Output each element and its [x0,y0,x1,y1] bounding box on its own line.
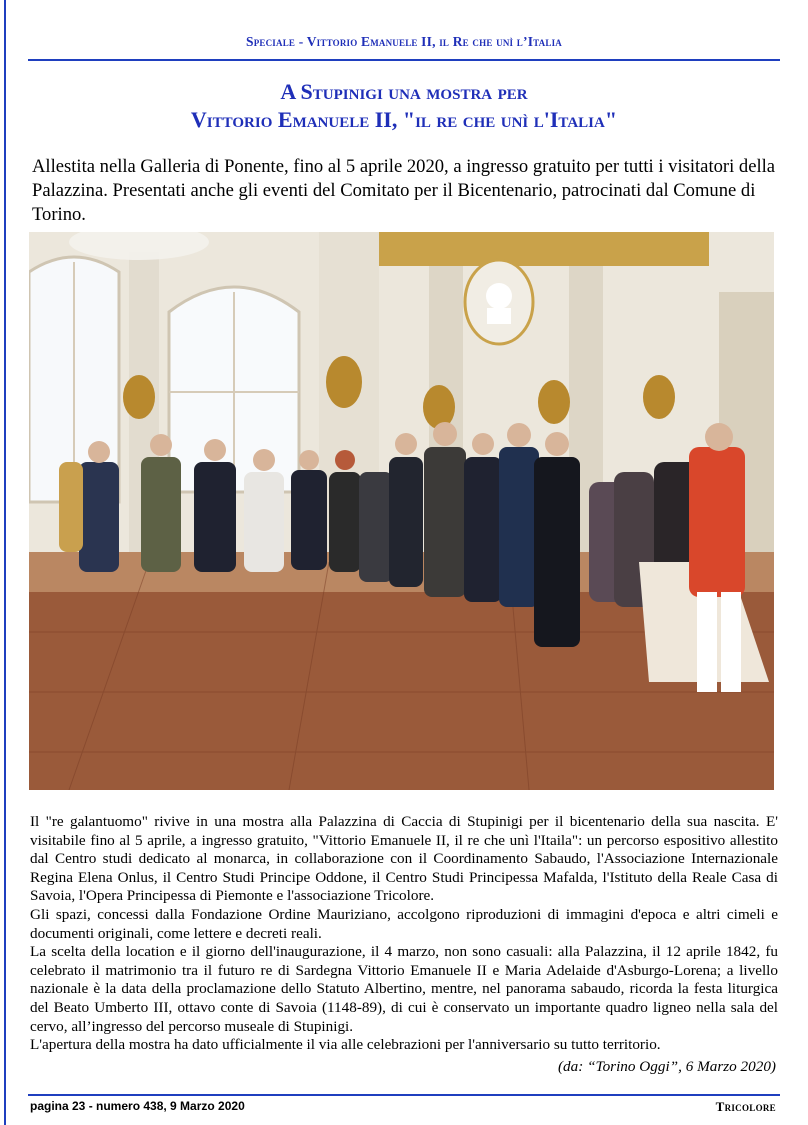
event-photo [29,232,774,790]
article-title-line-2: Vittorio Emanuele II, "il re che unì l'Italia" [190,107,618,132]
body-paragraph-4: L'apertura della mostra ha dato ufficialmente il via alle celebrazioni per l'anniversario su tutto territorio. [30,1036,661,1054]
footer-page-info: pagina 23 - numero 438, 9 Marzo 2020 [30,1099,245,1113]
article-source: (da: “Torino Oggi”, 6 Marzo 2020) [557,1058,776,1075]
article-title-line-1: A Stupinigi una mostra per [280,79,528,104]
header-divider [28,59,780,61]
left-margin-rule [4,0,6,1125]
footer-publication: Tricolore [715,1099,776,1114]
body-paragraph-3: La scelta della location e il giorno dell'inaugurazione, il 4 marzo, non sono casuali: alla Palazzina, il 12 aprile 1842, fu celebrato il matrimonio tra il futuro re di Sardegna Vittorio Emanuele II e Maria Adelaide d'Asburgo-Lorena; a livello nazionale è la data della proclamazione dello Statuto Albertino, mentre, nel panorama sabaudo, ricorda la festa liturgica del Beato Umberto III, ottavo conte di Savoia (1148-89), di cui è conservato un importante quadro ligneo nella sala del cervo, all’ingresso del percorso museale di Stupinigi. [30,943,778,1035]
body-paragraph-2: Gli spazi, concessi dalla Fondazione Ordine Mauriziano, accolgono riproduzioni di immagini d'epoca e altri cimeli e documenti originali, come lettere e decreti reali. [30,905,778,942]
article-lead: Allestita nella Galleria di Ponente, fino al 5 aprile 2020, a ingresso gratuito per tutti i visitatori della Palazzina. Presentati anche gli eventi del Comitato per il Bicentenario, patrocinati dal Comune di Torino. [32,156,776,225]
hall-illustration [29,232,774,790]
section-header: Speciale - Vittorio Emanuele II, il Re che unì l’Italia [246,34,562,49]
article-body [30,813,778,1055]
body-paragraph-1: Il "re galantuomo" rivive in una mostra alla Palazzina di Caccia di Stupinigi per il bicentenario della sua nascita. E' visitabile fino al 5 aprile, a ingresso gratuito, "Vittorio Emanuele II, il re che unì l'Itaila": un percorso espositivo allestito dal Centro studi dedicato al monarca, in collaborazione con il Coordinamento Sabaudo, l'Associazione Internazionale Regina Elena Onlus, il Centro Studi Principe Oddone, il Centro Studi Principessa Mafalda, l'Istituto della Reale Casa di Savoia, l'Opera Principessa di Piemonte e l'associazione Tricolore. [30,813,778,905]
footer-divider [28,1094,780,1096]
article-title [0,78,808,134]
